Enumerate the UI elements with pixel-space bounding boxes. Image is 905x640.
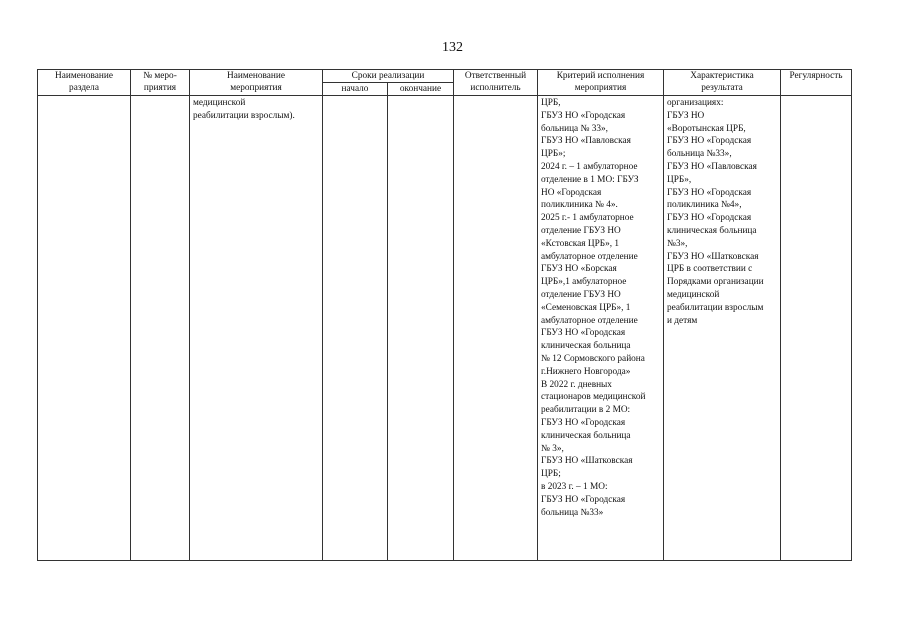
header-row-1 <box>38 70 852 83</box>
header-end: окончание <box>388 83 454 96</box>
header-timeline: Сроки реализации <box>323 70 454 83</box>
header-section-name: Наименование раздела <box>38 70 131 96</box>
cell-event-number <box>131 96 190 561</box>
cell-event-name: медицинской реабилитации взрослым). <box>190 96 323 561</box>
table-row <box>38 96 852 561</box>
header-regularity: Регулярность <box>781 70 852 96</box>
cell-executor <box>454 96 538 561</box>
header-result: Характеристика результата <box>664 70 781 96</box>
cell-start <box>323 96 388 561</box>
cell-result: организациях: ГБУЗ НО «Воротынская ЦРБ, ГБУЗ НО «Городская больница №33», ГБУЗ НО «Павловская ЦРБ», ГБУЗ НО «Городская поликлиника №4», ГБУЗ НО «Городская клиническая больница №3», ГБУЗ НО «Шатковская ЦРБ в соответствии с Порядками организации медицинской реабилитации взрослым и детям <box>664 96 781 561</box>
header-event-number: № меро- приятия <box>131 70 190 96</box>
plan-table <box>37 69 852 561</box>
header-criterion: Критерий исполнения мероприятия <box>538 70 664 96</box>
cell-section-name <box>38 96 131 561</box>
header-executor: Ответственный исполнитель <box>454 70 538 96</box>
cell-criterion: ЦРБ, ГБУЗ НО «Городская больница № 33», ГБУЗ НО «Павловская ЦРБ»; 2024 г. – 1 амбулаторное отделение в 1 МО: ГБУЗ НО «Городская поликлиника № 4». 2025 г.- 1 амбулаторное отделение ГБУЗ НО «Кстовская ЦРБ», 1 амбулаторное отделение ГБУЗ НО «Борская ЦРБ»,1 амбулаторное отделение ГБУЗ НО «Семеновская ЦРБ», 1 амбулаторное отделение ГБУЗ НО «Городская клиническая больница № 12 Сормовского района г.Нижнего Новгорода» В 2022 г. дневных стационаров медицинской реабилитации в 2 МО: ГБУЗ НО «Городская клиническая больница № 3», ГБУЗ НО «Шатковская ЦРБ; в 2023 г. – 1 МО: ГБУЗ НО «Городская больница №33» <box>538 96 664 561</box>
header-event-name: Наименование мероприятия <box>190 70 323 96</box>
cell-end <box>388 96 454 561</box>
cell-regularity <box>781 96 852 561</box>
header-start: начало <box>323 83 388 96</box>
page-number: 132 <box>442 40 463 55</box>
